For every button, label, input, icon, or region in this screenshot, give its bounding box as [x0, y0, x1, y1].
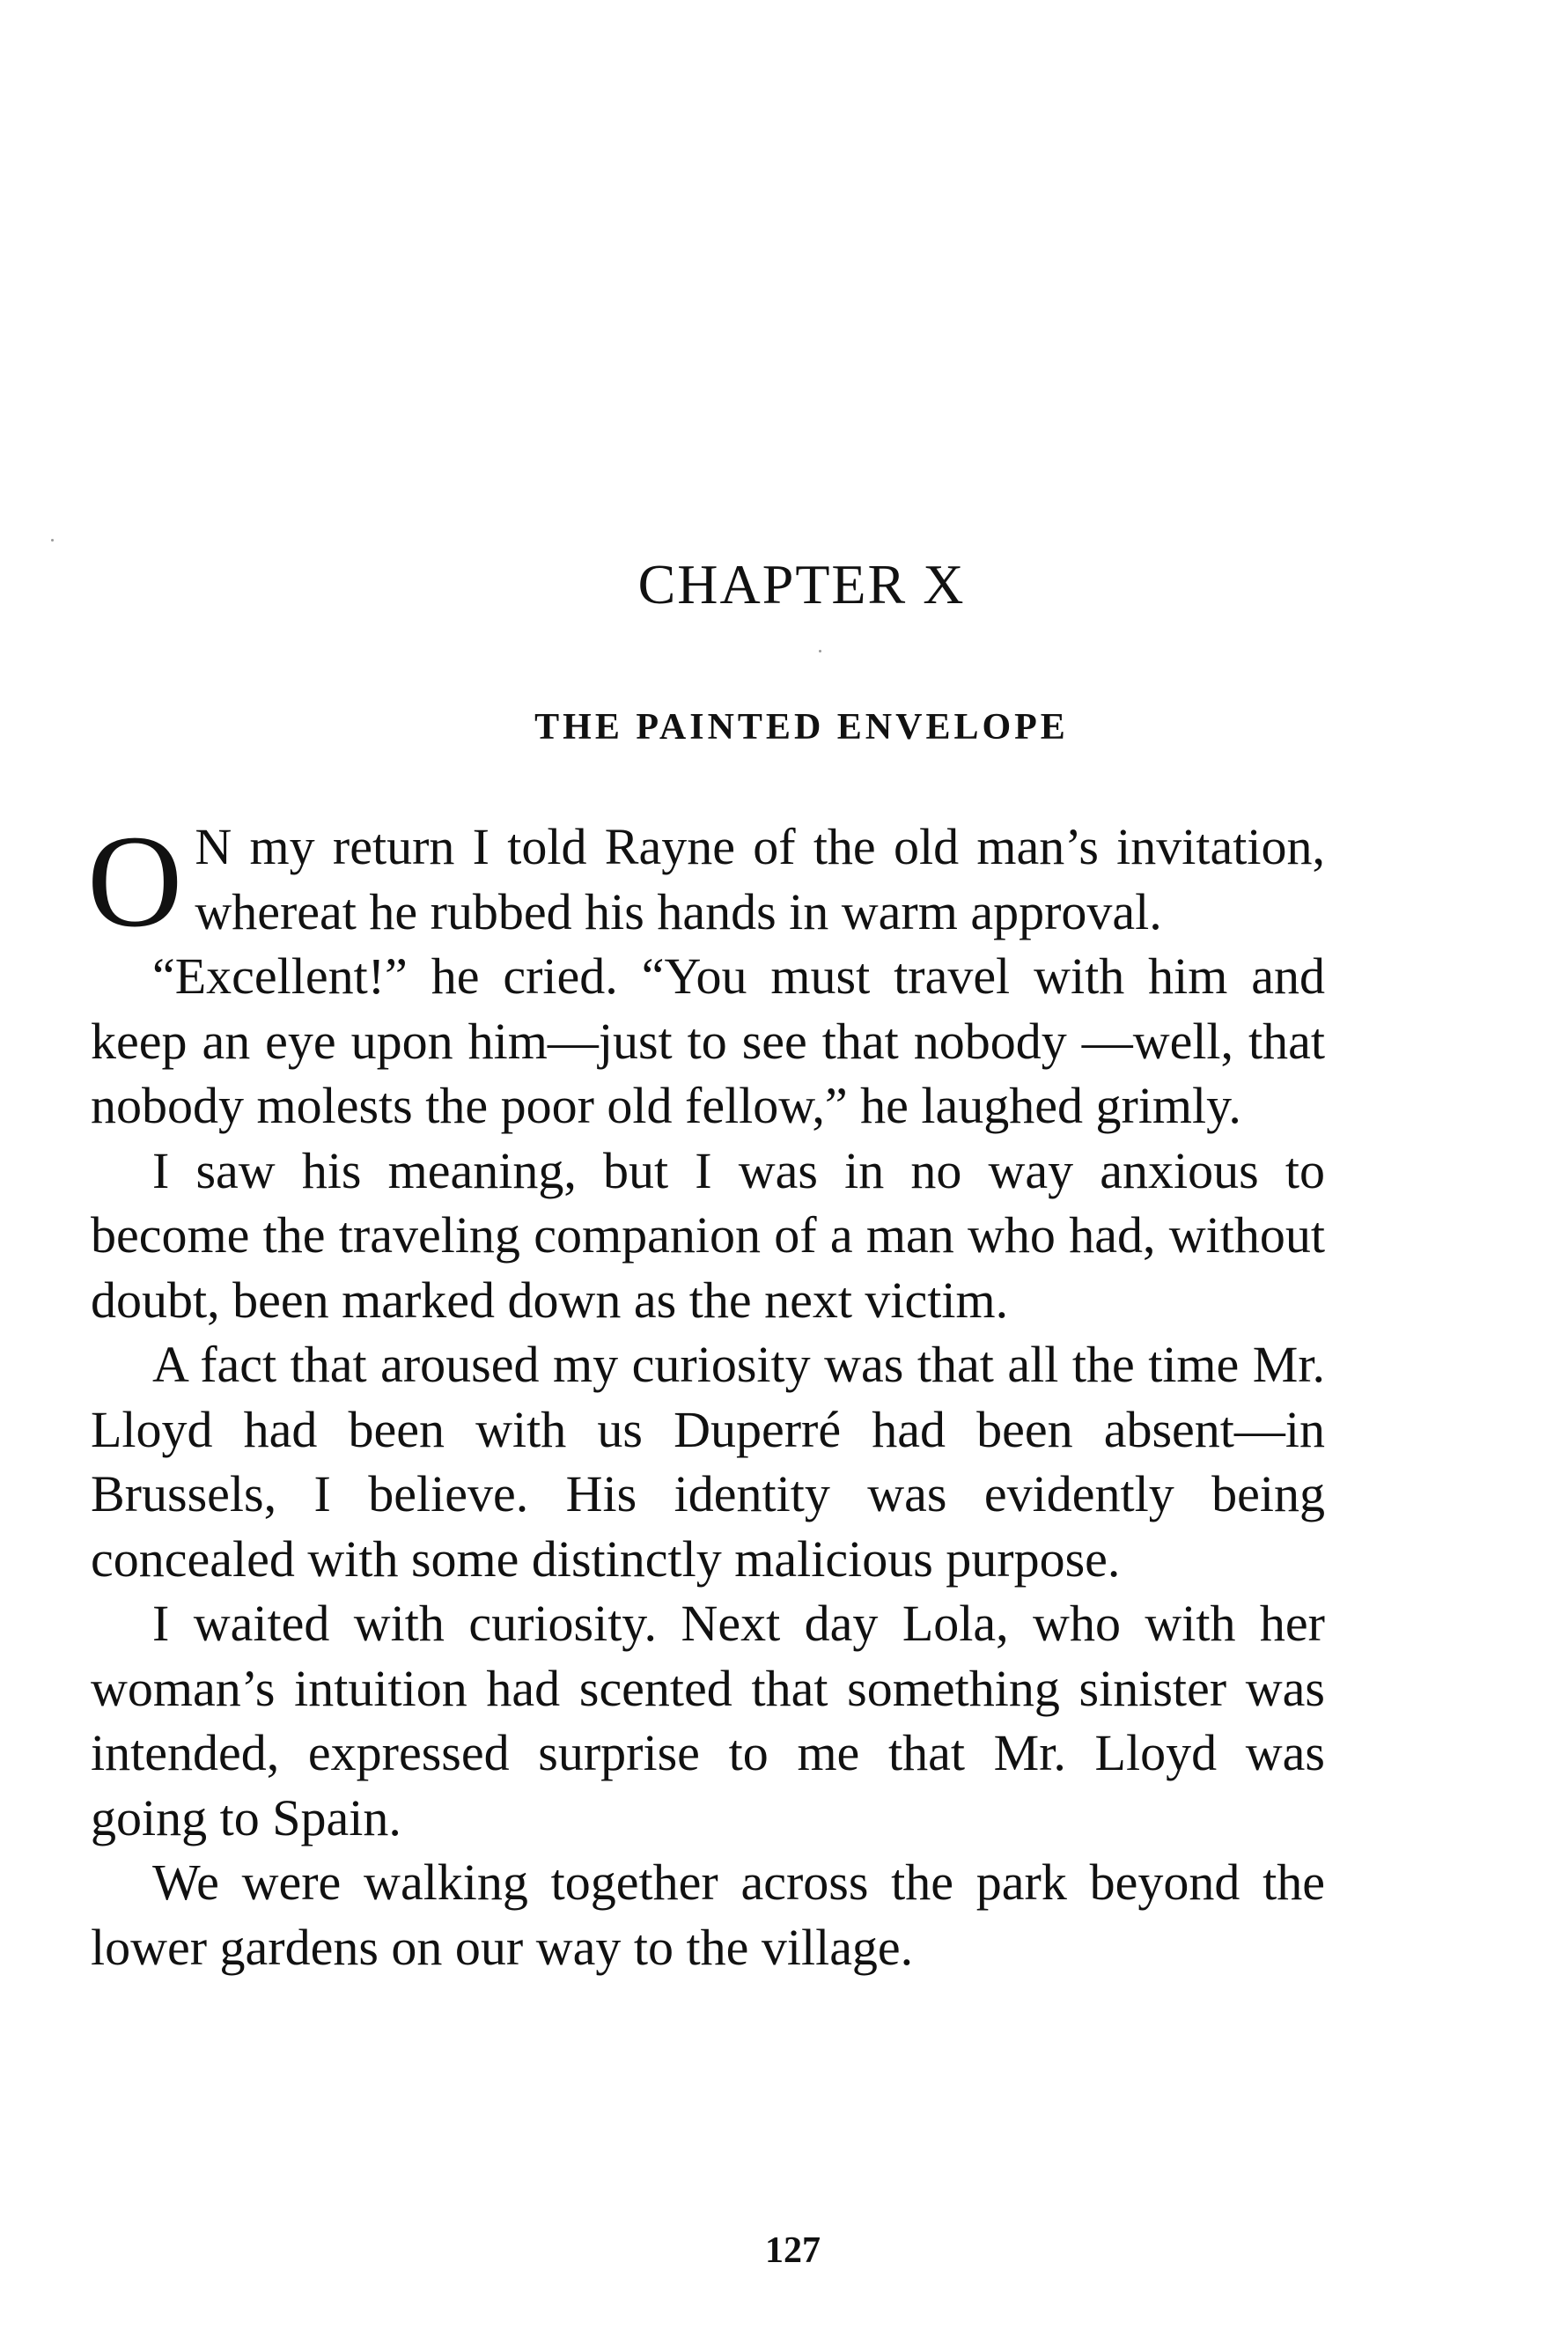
- scan-speck: [819, 650, 821, 652]
- scan-speck: [51, 539, 54, 542]
- chapter-body: [87, 808, 1325, 1979]
- paragraph: I saw his meaning, but I was in no way anxious to become the traveling companion of a man who had, without doubt, been marked down as the next victim.: [91, 1141, 1325, 1329]
- opening-text: N my return I told Rayne of the old man’s invitation, whereat he rubbed his hands in warm approval.: [195, 818, 1325, 940]
- paragraph: We were walking together across the park beyond the lower gardens on our way to the village.: [91, 1854, 1325, 1976]
- page-number: 127: [765, 2230, 821, 2271]
- paragraph-opening: [87, 808, 1325, 954]
- chapter-title: THE PAINTED ENVELOPE: [534, 707, 1069, 748]
- drop-cap: O: [87, 808, 183, 954]
- paragraph: I waited with curiosity. Next day Lola, who with her woman’s intuition had scented that something sinister was intended, expressed surprise to me that Mr. Lloyd was going to Spain.: [91, 1595, 1325, 1846]
- paragraph: “Excellent!” he cried. “You must travel with him and keep an eye upon him—just to see that nobody —well, that nobody molests the poor old fellow,” he laughed grimly.: [91, 947, 1325, 1134]
- chapter-heading: CHAPTER X: [637, 553, 966, 615]
- paragraph: A fact that aroused my curiosity was that all the time Mr. Lloyd had been with us Duperré had been absent—in Brussels, I believe. His identity was evidently being concealed with some distinctly malicious purpose.: [91, 1336, 1325, 1588]
